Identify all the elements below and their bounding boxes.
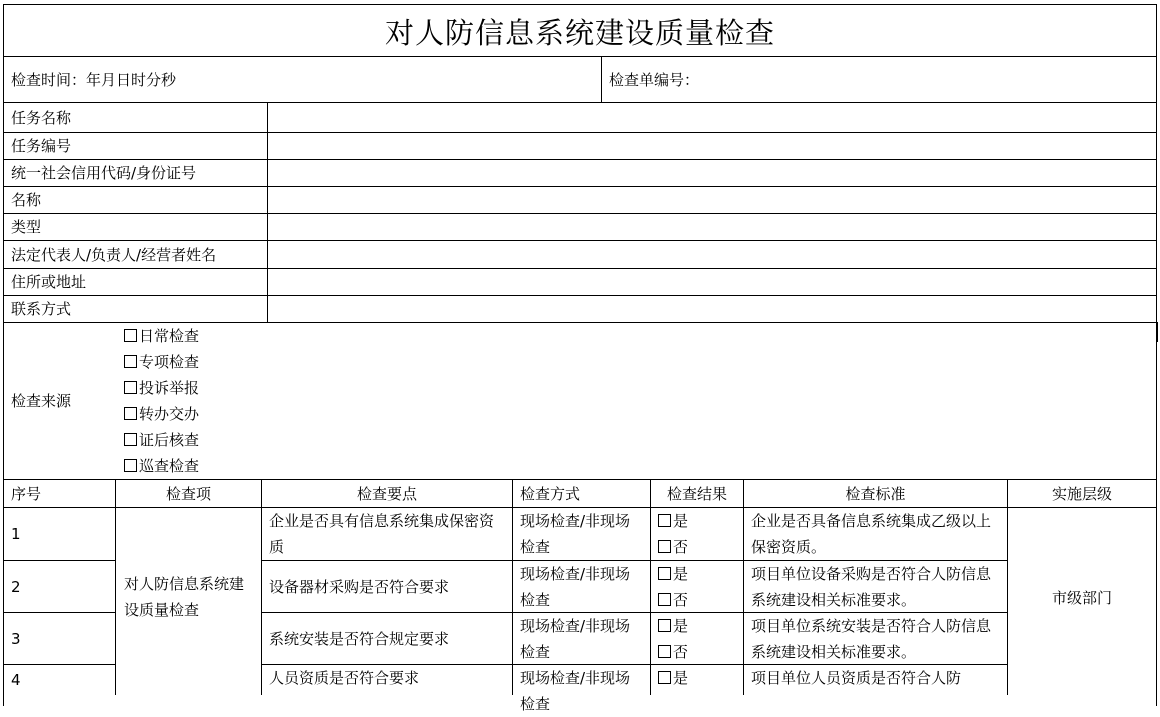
row-standard: 项目单位设备采购是否符合人防信息系统建设相关标准要求。: [744, 561, 1008, 613]
info-label-legal-rep: 法定代表人/负责人/经营者姓名: [4, 241, 268, 269]
checkbox-icon[interactable]: [124, 355, 137, 368]
checkbox-icon[interactable]: [658, 540, 671, 553]
info-value-address[interactable]: [268, 269, 1156, 296]
row-point: 设备器材采购是否符合要求: [262, 561, 513, 613]
checkbox-icon[interactable]: [124, 329, 137, 342]
row-result: [651, 561, 744, 613]
info-label-task-no: 任务编号: [4, 133, 268, 160]
header-method: 检查方式: [513, 480, 651, 508]
row-result: [651, 665, 744, 695]
result-yes-option[interactable]: 是: [658, 665, 736, 691]
row-no: 4: [4, 665, 116, 695]
source-option-special[interactable]: 专项检查: [124, 349, 1156, 375]
info-value-legal-rep[interactable]: [268, 241, 1156, 269]
header-no: 序号: [4, 480, 116, 508]
row-point: 系统安装是否符合规定要求: [262, 613, 513, 665]
source-option-post-cert[interactable]: 证后核查: [124, 427, 1156, 453]
row-result: [651, 508, 744, 561]
checkbox-icon[interactable]: [658, 593, 671, 606]
row-standard: 项目单位系统安装是否符合人防信息系统建设相关标准要求。: [744, 613, 1008, 665]
level-cell: 市级部门: [1051, 589, 1112, 607]
row-result: [651, 613, 744, 665]
text-cursor-mark: [1156, 322, 1158, 342]
info-value-contact[interactable]: [268, 296, 1156, 323]
info-value-task-name[interactable]: [268, 103, 1156, 133]
result-yes-option[interactable]: 是: [658, 613, 736, 639]
info-label-address: 住所或地址: [4, 269, 268, 296]
row-no: 2: [4, 561, 116, 613]
source-option-transfer[interactable]: 转办交办: [124, 401, 1156, 427]
info-value-task-no[interactable]: [268, 133, 1156, 160]
header-result: 检查结果: [651, 480, 744, 508]
result-no-option[interactable]: 否: [658, 534, 736, 560]
header-standard: 检查标准: [744, 480, 1008, 508]
source-option-daily[interactable]: 日常检查: [124, 323, 1156, 349]
source-label: 检查来源: [4, 323, 116, 480]
row-standard: 企业是否具备信息系统集成乙级以上保密资质。: [744, 508, 1008, 561]
info-label-task-name: 任务名称: [4, 103, 268, 133]
row-point: 企业是否具有信息系统集成保密资质: [262, 508, 513, 561]
item-cell: 对人防信息系统建设质量检查: [116, 508, 262, 695]
header-item: 检查项: [116, 480, 262, 508]
result-no-option[interactable]: 否: [658, 587, 736, 613]
row-no: 1: [4, 508, 116, 561]
checkbox-icon[interactable]: [124, 459, 137, 472]
row-method: 现场检查/非现场检查: [513, 665, 651, 695]
info-label-credit-code: 统一社会信用代码/身份证号: [4, 160, 268, 187]
source-options: [116, 323, 1156, 480]
source-option-patrol[interactable]: 巡查检查: [124, 453, 1156, 479]
check-number: 检查单编号：: [602, 57, 1156, 103]
checkbox-icon[interactable]: [658, 671, 671, 684]
info-label-type: 类型: [4, 214, 268, 241]
form-title: 对人防信息系统建设质量检查: [3, 4, 1157, 57]
row-point: 人员资质是否符合要求: [262, 665, 513, 695]
checkbox-icon[interactable]: [658, 645, 671, 658]
source-option-complaint[interactable]: 投诉举报: [124, 375, 1156, 401]
info-value-credit-code[interactable]: [268, 160, 1156, 187]
checkbox-icon[interactable]: [658, 514, 671, 527]
header-level: 实施层级: [1008, 480, 1156, 508]
result-yes-option[interactable]: 是: [658, 508, 736, 534]
row-method: 现场检查/非现场检查: [513, 613, 651, 665]
info-label-name: 名称: [4, 187, 268, 214]
checkbox-icon[interactable]: [124, 433, 137, 446]
info-value-name[interactable]: [268, 187, 1156, 214]
row-method: 现场检查/非现场检查: [513, 561, 651, 613]
checkbox-icon[interactable]: [124, 407, 137, 420]
info-label-contact: 联系方式: [4, 296, 268, 323]
checkbox-icon[interactable]: [124, 381, 137, 394]
result-yes-option[interactable]: 是: [658, 561, 736, 587]
header-point: 检查要点: [262, 480, 513, 508]
row-method: 现场检查/非现场检查: [513, 508, 651, 561]
row-no: 3: [4, 613, 116, 665]
check-time: 检查时间：年月日时分秒: [4, 57, 602, 103]
result-no-option[interactable]: 否: [658, 639, 736, 665]
row-standard: 项目单位人员资质是否符合人防: [744, 665, 1008, 695]
checkbox-icon[interactable]: [658, 619, 671, 632]
info-value-type[interactable]: [268, 214, 1156, 241]
checkbox-icon[interactable]: [658, 567, 671, 580]
